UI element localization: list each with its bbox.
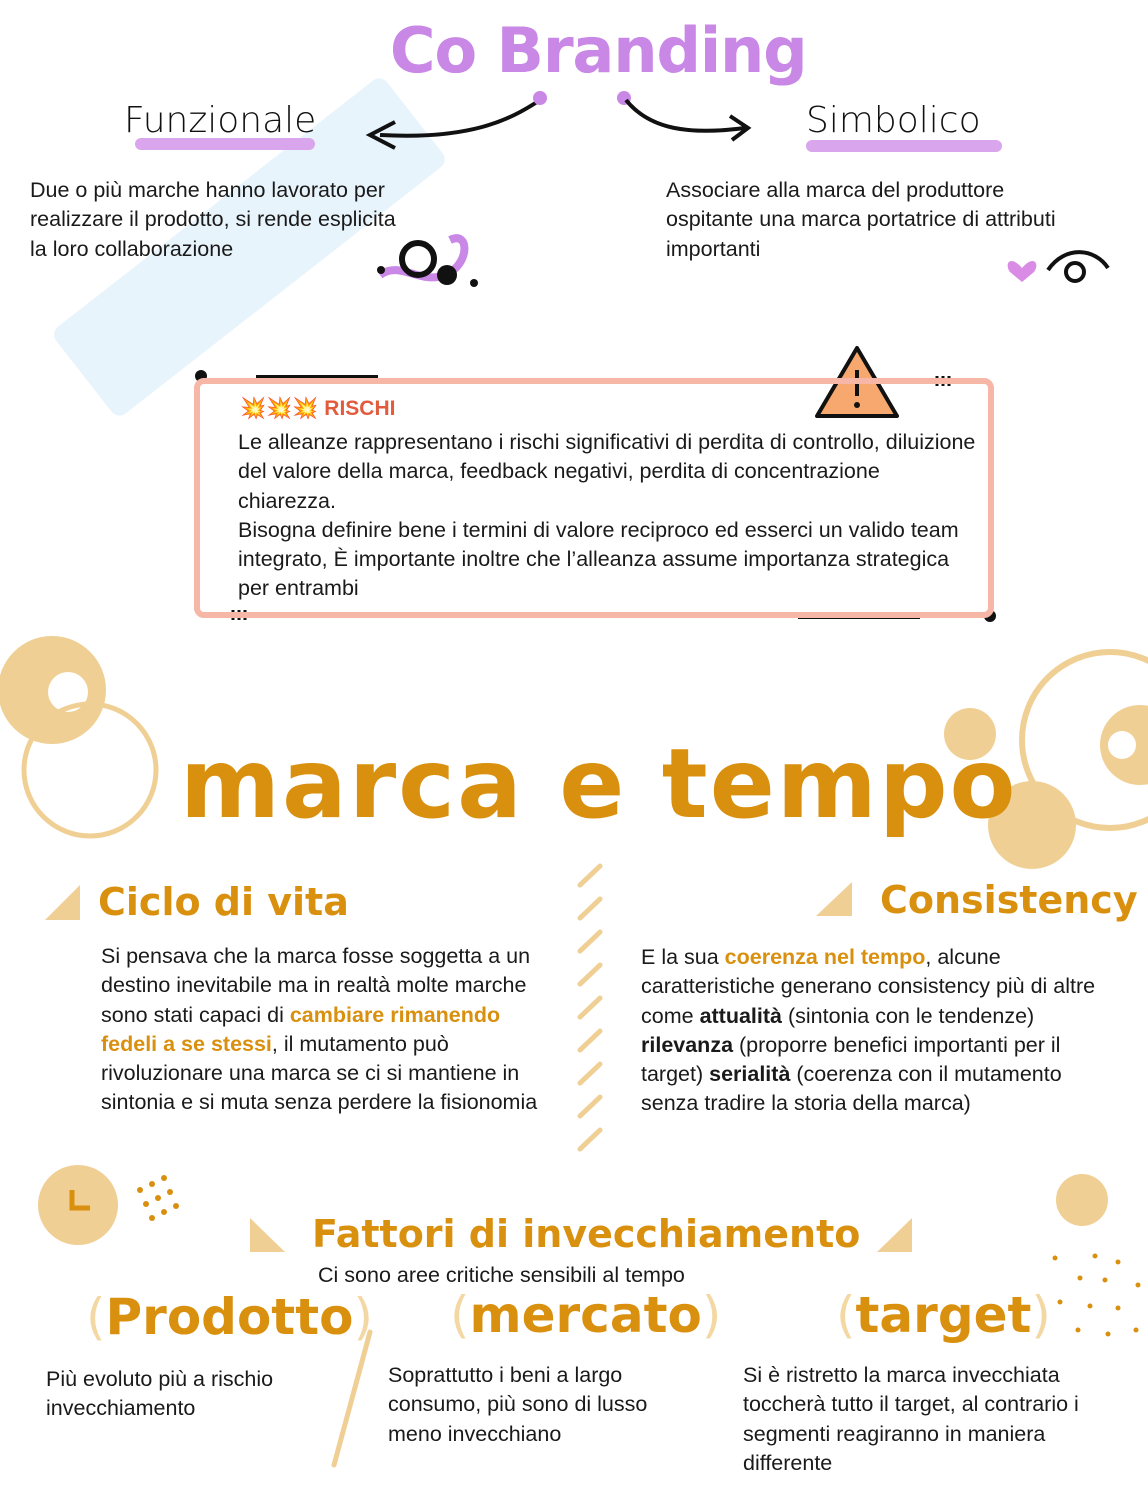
risks-paragraph-1: Le alleanze rappresentano i rischi significativi di perdita di controllo, diluizione del valore della marca, feedback negativi, perdita di concentrazione chiarezza. [238,430,976,513]
ciclo-text-1: Si pensava che la marca fosse soggetta a un destino inevitabile ma in realtà molte marche sono stati capaci di [101,944,531,1027]
arrow-right [626,100,745,131]
risks-title: RISCHI [324,397,396,420]
target-label: target [855,1286,1032,1344]
risks-paragraph-2: Bisogna definire bene i termini di valore reciproco ed esserci un valido team integrato, È importante inoltre che l’alleanza assume importanza strategica per entrambi [238,517,959,601]
ciclo-text [101,942,549,1118]
mercato-heading: (mercato) [450,1286,722,1344]
symbolic-heading: Simbolico [806,100,981,141]
consistency-text-4: (proporre benefici importanti per il target) [641,1032,1061,1087]
target-heading: (target) [836,1286,1051,1344]
mercato-text: Soprattutto i beni a largo consumo, più sono di lusso meno invecchiano [388,1363,648,1446]
symbolic-text: Associare alla marca del produttore ospitante una marca portatrice di attributi importanti [666,178,1056,261]
consistency-highlight: coerenza nel tempo [724,945,926,969]
marca-tempo-title: marca e tempo [180,728,1018,840]
attualita-bold: attualità [699,1003,782,1028]
consistency-text [641,943,1116,1119]
ciclo-text-2: , il mutamento può rivoluzionare una marca se ci si mantiene in sintonia e si muta senza perdere la fisionomia [101,1031,538,1115]
ciclo-highlight: cambiare rimanendo fedeli a se stessi [101,1002,501,1056]
functional-text: Due o più marche hanno lavorato per realizzare il prodotto, si rende esplicita la loro collaborazione [30,178,396,261]
mercato-label: mercato [469,1286,702,1344]
consistency-text-1: E la sua [641,945,725,969]
ciclo-heading: Ciclo di vita [98,880,349,924]
consistency-text-5: (coerenza con il mutamento senza tradire la storia della marca) [641,1062,1062,1116]
consistency-heading: Consistency [880,878,1138,922]
fattori-subtitle: Ci sono aree critiche sensibili al tempo [318,1263,685,1287]
cobranding-title: Co Branding [390,14,807,87]
functional-heading: Funzionale [124,100,317,141]
rilevanza-bold: rilevanza [641,1032,734,1057]
fattori-heading: Fattori di invecchiamento [312,1212,861,1256]
risks-heading [240,397,395,421]
prodotto-label: Prodotto [105,1288,354,1346]
consistency-text-2: , alcune caratteristiche generano consistency più di altre come [641,945,1096,1028]
prodotto-text: Più evoluto più a rischio invecchiamento [46,1367,274,1421]
prodotto-heading: (Prodotto) [86,1288,373,1346]
target-text: Si è ristretto la marca invecchiata toccherà tutto il target, al contrario i segmenti reagiranno in maniera differente [743,1363,1079,1475]
consistency-text-3: (sintonia con le tendenze) [782,1003,1035,1028]
risks-body [238,428,978,604]
serialita-bold: serialità [709,1062,791,1087]
explosion-icons: 💥💥💥 [240,397,319,420]
